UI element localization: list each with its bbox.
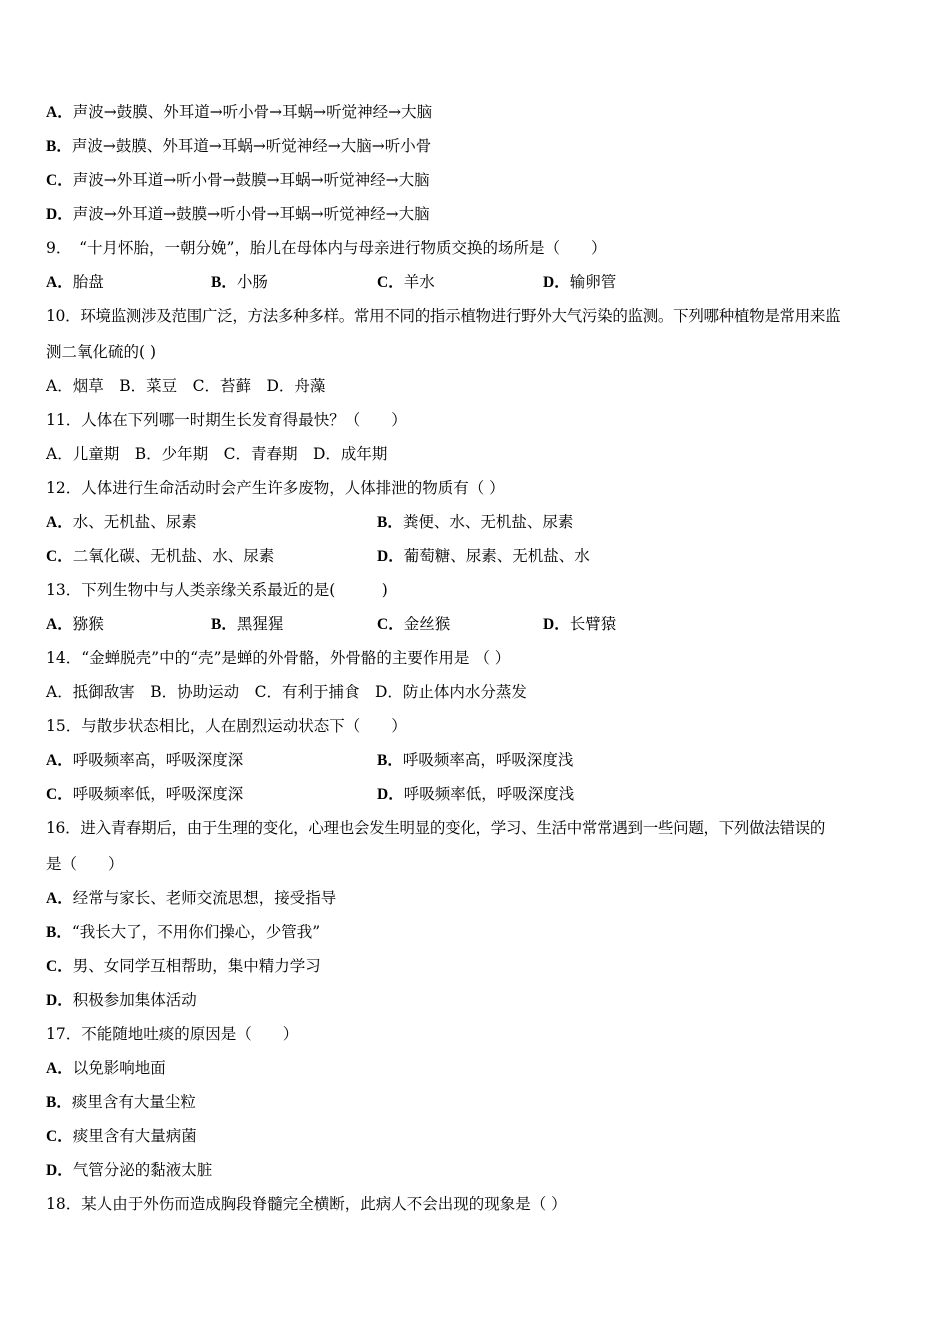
q16-option-b xyxy=(46,917,916,947)
q9-option-c xyxy=(377,267,435,298)
q9-stem: 9． “十月怀胎，一朝分娩”，胎儿在母体内与母亲进行物质交换的场所是（ ） xyxy=(46,239,607,257)
q15-option-a xyxy=(46,745,243,776)
option-label: A． xyxy=(46,752,73,769)
option-label: A． xyxy=(46,274,73,291)
q17-option-d xyxy=(46,1155,916,1185)
q8-option-a xyxy=(46,97,916,127)
option-text: 痰里含有大量病菌 xyxy=(72,1127,197,1145)
option-label: B． xyxy=(46,924,72,941)
q9-option-a xyxy=(46,267,104,298)
q13-option-a xyxy=(46,609,104,640)
option-text: 气管分泌的黏液太脏 xyxy=(72,1161,213,1179)
option-text: 小肠 xyxy=(236,273,268,291)
q10-options: A．烟草 B．菜豆 C．苔藓 D．舟藻 xyxy=(46,377,326,395)
q15-options-row2 xyxy=(46,779,916,809)
option-text: 痰里含有大量尘粒 xyxy=(71,1093,196,1111)
option-text: 胎盘 xyxy=(72,273,104,291)
option-text: 呼吸频率低，呼吸深度深 xyxy=(72,785,244,803)
option-text: 声波→鼓膜、外耳道→听小骨→耳蜗→听觉神经→大脑 xyxy=(72,103,433,121)
option-text: 金丝猴 xyxy=(403,615,451,633)
option-label: A． xyxy=(46,514,73,531)
option-text: 水、无机盐、尿素 xyxy=(72,513,197,531)
option-label: B． xyxy=(46,1094,72,1111)
option-label: D． xyxy=(46,992,73,1009)
q16-option-d xyxy=(46,985,916,1015)
option-label: A． xyxy=(46,1060,73,1077)
q16-stem-line1: 16．进入青春期后，由于生理的变化，心理也会发生明显的变化，学习、生活中常常遇到一些问题，下列做法错误的 xyxy=(46,819,826,837)
option-text: 输卵管 xyxy=(569,273,617,291)
option-text: “我长大了，不用你们操心，少管我” xyxy=(71,923,321,941)
option-label: C． xyxy=(46,172,73,189)
option-text: 以免影响地面 xyxy=(72,1059,166,1077)
q17-stem: 17．不能随地吐痰的原因是（ ） xyxy=(46,1025,299,1043)
option-label: D． xyxy=(46,206,73,223)
option-label: C． xyxy=(377,274,404,291)
option-label: D． xyxy=(543,616,570,633)
option-label: B． xyxy=(377,752,403,769)
q9-options xyxy=(46,267,916,297)
option-label: D． xyxy=(377,548,404,565)
option-label: A． xyxy=(46,104,73,121)
option-text: 声波→外耳道→鼓膜→听小骨→耳蜗→听觉神经→大脑 xyxy=(72,205,430,223)
q15-options-row1 xyxy=(46,745,916,775)
option-text: 葡萄糖、尿素、无机盐、水 xyxy=(403,547,590,565)
q8-option-c xyxy=(46,165,916,195)
q15-stem: 15．与散步状态相比，人在剧烈运动状态下（ ） xyxy=(46,717,407,735)
q17-option-b xyxy=(46,1087,916,1117)
option-text: 猕猴 xyxy=(72,615,104,633)
option-label: A． xyxy=(46,616,73,633)
q16-option-c xyxy=(46,951,916,981)
option-label: D． xyxy=(46,1162,73,1179)
option-label: C． xyxy=(46,786,73,803)
q14-options: A．抵御敌害 B．协助运动 C．有利于捕食 D．防止体内水分蒸发 xyxy=(46,683,527,701)
option-label: B． xyxy=(211,274,237,291)
option-label: B． xyxy=(211,616,237,633)
option-text: 经常与家长、老师交流思想，接受指导 xyxy=(72,889,337,907)
option-label: B． xyxy=(46,138,72,155)
q13-option-b xyxy=(211,609,283,640)
option-text: 羊水 xyxy=(403,273,435,291)
q17-option-a xyxy=(46,1053,916,1083)
option-text: 粪便、水、无机盐、尿素 xyxy=(402,513,574,531)
option-text: 黑猩猩 xyxy=(236,615,284,633)
q9-option-d xyxy=(543,267,616,298)
q17-option-c xyxy=(46,1121,916,1151)
option-label: D． xyxy=(543,274,570,291)
q9-option-b xyxy=(211,267,268,298)
q12-option-a xyxy=(46,507,197,538)
q12-options-row2 xyxy=(46,541,916,571)
q11-options: A．儿童期 B．少年期 C．青春期 D．成年期 xyxy=(46,445,388,463)
option-text: 男、女同学互相帮助，集中精力学习 xyxy=(72,957,321,975)
option-text: 积极参加集体活动 xyxy=(72,991,197,1009)
q11-stem: 11．人体在下列哪一时期生长发育得最快？（ ） xyxy=(46,411,407,429)
q14-stem: 14．“金蝉脱壳”中的“壳”是蝉的外骨骼，外骨骼的主要作用是 （ ） xyxy=(46,649,511,667)
option-label: C． xyxy=(46,958,73,975)
option-text: 二氧化碳、无机盐、水、尿素 xyxy=(72,547,275,565)
q12-stem: 12．人体进行生命活动时会产生许多废物，人体排泄的物质有（ ） xyxy=(46,479,505,497)
q12-options-row1 xyxy=(46,507,916,537)
option-label: B． xyxy=(377,514,403,531)
q12-option-c xyxy=(46,541,274,572)
q15-option-d xyxy=(377,779,574,810)
q15-option-b xyxy=(377,745,573,776)
q13-stem: 13．下列生物中与人类亲缘关系最近的是( ) xyxy=(46,581,388,599)
option-text: 呼吸频率低，呼吸深度浅 xyxy=(403,785,575,803)
q16-stem-line2: 是（ ） xyxy=(46,855,124,873)
option-label: D． xyxy=(377,786,404,803)
q16-option-a xyxy=(46,883,916,913)
q10-stem-line1: 10．环境监测涉及范围广泛，方法多种多样。常用不同的指示植物进行野外大气污染的监测。下列哪种植物是常用来监 xyxy=(46,307,841,325)
option-text: 呼吸频率高，呼吸深度浅 xyxy=(402,751,574,769)
q13-options xyxy=(46,609,916,639)
option-label: C． xyxy=(377,616,404,633)
option-label: C． xyxy=(46,1128,73,1145)
q12-option-b xyxy=(377,507,573,538)
q18-stem: 18．某人由于外伤而造成胸段脊髓完全横断，此病人不会出现的现象是（ ） xyxy=(46,1195,567,1213)
q8-option-d xyxy=(46,199,916,229)
q12-option-d xyxy=(377,541,590,572)
option-label: C． xyxy=(46,548,73,565)
option-text: 声波→外耳道→听小骨→鼓膜→耳蜗→听觉神经→大脑 xyxy=(72,171,430,189)
q8-option-b xyxy=(46,131,916,161)
q13-option-c xyxy=(377,609,450,640)
q10-stem-line2: 测二氧化硫的( ) xyxy=(46,343,157,361)
q15-option-c xyxy=(46,779,243,810)
q13-option-d xyxy=(543,609,616,640)
option-text: 呼吸频率高，呼吸深度深 xyxy=(72,751,244,769)
option-label: A． xyxy=(46,890,73,907)
option-text: 长臂猿 xyxy=(569,615,617,633)
option-text: 声波→鼓膜、外耳道→耳蜗→听觉神经→大脑→听小骨 xyxy=(71,137,432,155)
